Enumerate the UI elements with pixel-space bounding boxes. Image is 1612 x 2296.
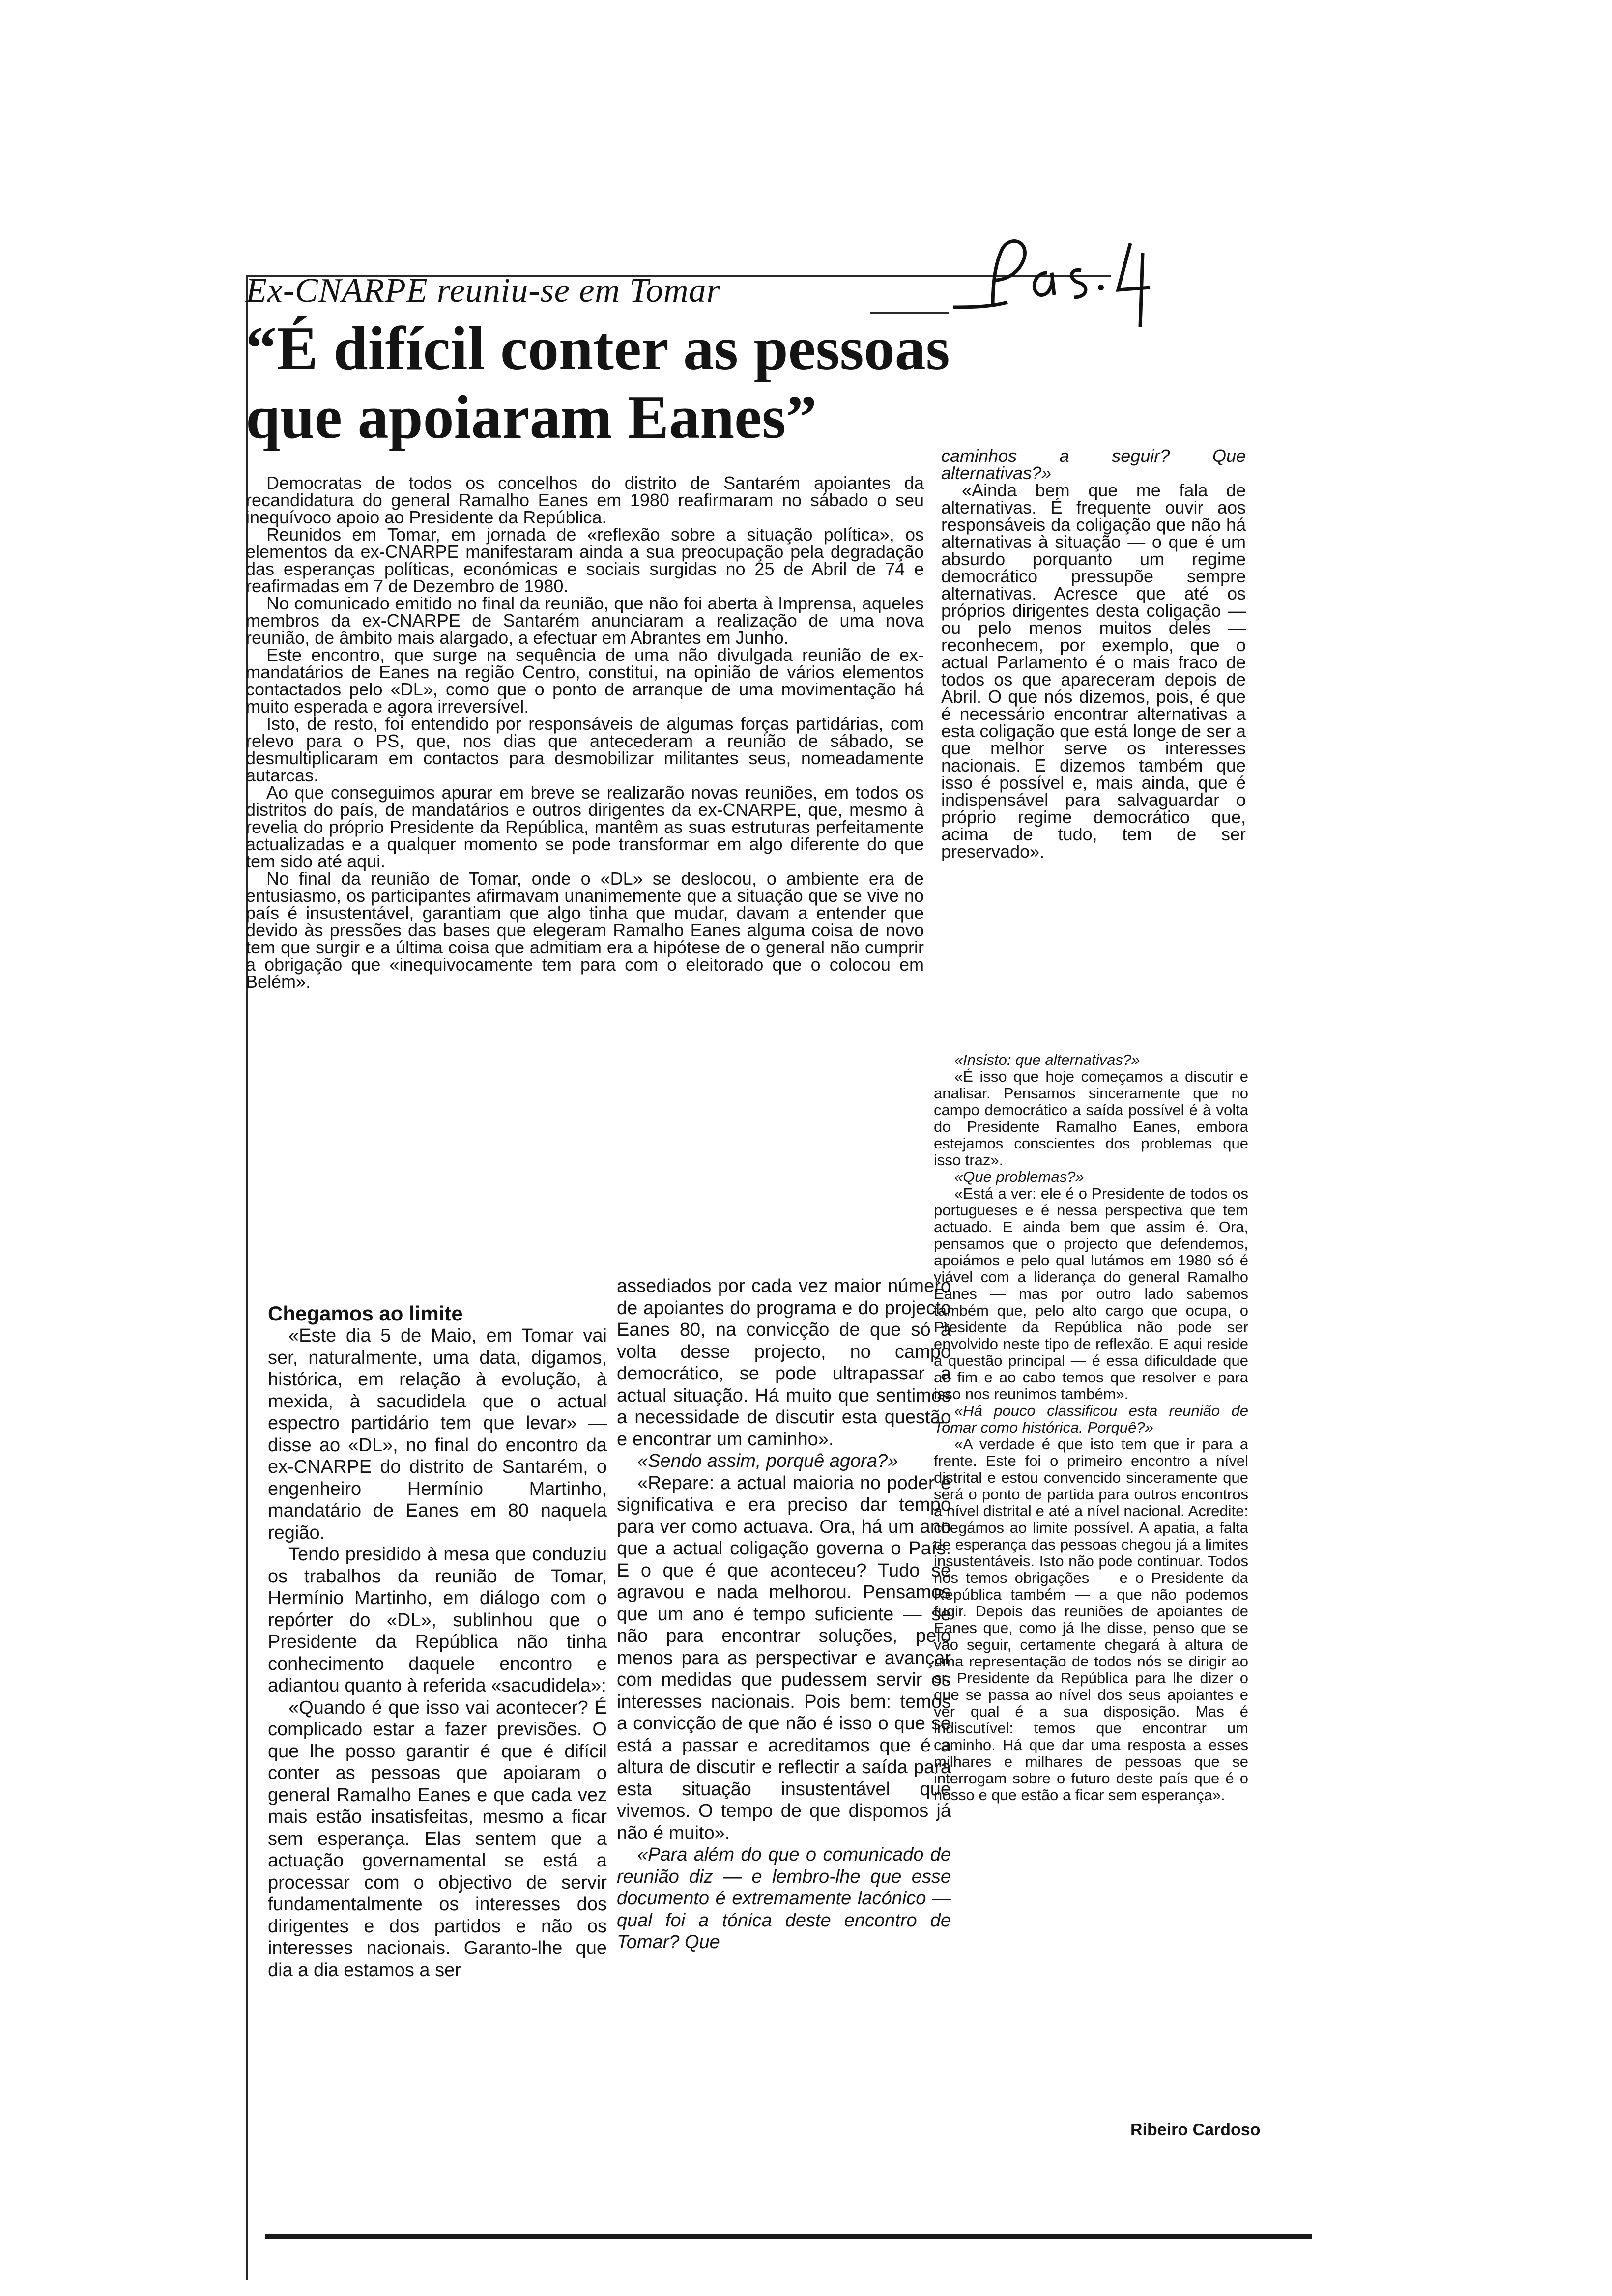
intro-paragraph: Ao que conseguimos apurar em breve se realizarão novas reuniões, em todos os distritos do país, de mandatários e outros dirigentes da ex-CNARPE, que, mesmo à revelia do próprio Presidente da República, mantêm as suas estruturas perfeitamente actualizadas e a qualquer momento se pode transformar em algo diferente do que tem sido até aqui.	[246, 782, 924, 871]
right-column-bottom	[934, 1052, 1248, 2182]
interview-question: «Para além do que o comunicado de reunião diz — e lembro-lhe que esse documento é extremamente lacónico — qual foi a tónica deste encontro de Tomar? Que	[617, 1844, 951, 1952]
interview-answer: «Repare: a actual maioria no poder é significativa e era preciso dar tempo para ver como actuava. Ora, há um ano que a actual coligação governa o País. E o que é que aconteceu? Tudo se agravou e nada melhorou. Pensamos que um ano é tempo suficiente — se não para encontrar soluções, pelo menos para as perspectivar e avançar com medidas que pudessem servir os interesses nacionais. Pois bem: temos a convicção de que não é isso o que se está a passar e acreditamos que é a altura de discutir e reflectir a saída para esta situação insustentável que vivemos. O tempo de que dispomos já não é muito».	[617, 1472, 951, 1843]
interview-answer: «Ainda bem que me fala de alternativas. É frequente ouvir aos responsáveis da coligação que não há alternativas à situação — o que é um absurdo porquanto um regime democrático pressupõe sempre alternativas. Acresce que até os próprios dirigentes desta coligação — ou pelo menos muitos deles — reconhecem, por exemplo, que o actual Parlamento é o mais fraco de todos os que apareceram depois de Abril. O que nós dizemos, pois, é que é necessário encontrar alternativas a esta coligação que está longe de ser a que melhor serve os interesses nacionais. E dizemos também que isso é possível e, mais ainda, que é indispensável para salvaguardar o próprio regime democrático que, acima de tudo, tem de ser preservado».	[941, 480, 1246, 861]
intro-paragraph: Reunidos em Tomar, em jornada de «reflexão sobre a situação política», os elementos da ex-CNARPE manifestaram ainda a sua preocupação pela degradação das esperanças políticas, económicas e sociais surgidas no 25 de Abril de 74 e reafirmadas em 7 de Dezembro de 1980.	[246, 524, 924, 596]
lower-left-column	[268, 1302, 607, 2226]
subhead: Chegamos ao limite	[268, 1302, 463, 1325]
interview-question: caminhos a seguir? Que alternativas?»	[941, 447, 1246, 483]
headline: “É difícil conter as pessoas que apoiaram Eanes”	[246, 315, 950, 452]
kicker-underline	[870, 312, 949, 314]
body-paragraph: «Este dia 5 de Maio, em Tomar vai ser, naturalmente, uma data, digamos, histórica, em relação à evolução, à mexida, à sacudidela que o actual espectro partidário tem que levar» — disse ao «DL», no final do encontro da ex-CNARPE do distrito de Santarém, o engenheiro Hermínio Martinho, mandatário de Eanes em 80 naquela região.	[268, 1325, 607, 1543]
intro-paragraph: No final da reunião de Tomar, onde o «DL» se deslocou, o ambiente era de entusiasmo, os participantes afirmavam unanimemente que a situação que se vive no país é insustentável, garantiam que algo tinha que mudar, davam a entender que devido às pressões das bases que elegeram Ramalho Eanes alguma coisa de novo tem que surgir e a última coisa que admitiam era a hipótese de o general não cumprir a obrigação que «inequivocamente tem para com o eleitorado que o colocou em Belém».	[246, 868, 924, 992]
interview-question: «Sendo assim, porquê agora?»	[637, 1451, 898, 1471]
kicker: Ex-CNARPE reuniu-se em Tomar	[246, 272, 720, 310]
intro-paragraph: No comunicado emitido no final da reunião, que não foi aberta à Imprensa, aqueles membros da ex-CNARPE de Santarém anunciaram a realização de uma nova reunião, de âmbito mais alargado, a efectuar em Abrantes em Junho.	[246, 593, 924, 648]
intro-column	[246, 474, 924, 1270]
interview-answer: «A verdade é que isto tem que ir para a frente. Este foi o primeiro encontro a nível distrital e estou convencido sinceramente que será o ponto de partida para outros encontros a nível distrital e até a nível nacional. Acredite: chegámos ao limite possível. A apatia, a falta de esperança das pessoas chegou já a limites insustentáveis. Isto não pode continuar. Todos nós temos obrigações — e o Presidente da República também — a que não podemos fugir. Depois das reuniões de apoiantes de Eanes que, como já lhe disse, penso que se vão seguir, certamente chegará à altura de uma representação de todos nós se dirigir ao sr. Presidente da República para lhe dizer o que se passa ao nível dos seus apoiantes e ver qual é a sua disposição. Mas é indiscutível: temos que encontrar um caminho. Há que dar uma resposta a esses milhares e milhares de pessoas que se interrogam sobre o futuro deste país que é o nosso e que estão a ficar sem esperança».	[934, 1435, 1248, 1804]
author-signature: Ribeiro Cardoso	[1130, 2121, 1261, 2139]
interview-question: «Que problemas?»	[954, 1168, 1084, 1185]
body-paragraph: «Quando é que isso vai acontecer? É complicado estar a fazer previsões. O que lhe posso garantir é que é difícil conter as pessoas que apoiaram o general Ramalho Eanes e que cada vez mais estão insatisfeitas, mesmo a ficar sem esperança. Elas sentem que a actuação governamental se está a processar com o objectivo de servir fundamentalmente os interesses dos dirigentes e dos partidos e não os interesses nacionais. Garanto-lhe que dia a dia estamos a ser	[268, 1697, 607, 1980]
intro-paragraph: Isto, de resto, foi entendido por responsáveis de algumas forças partidárias, com relevo para o PS, que, nos dias que antecederam a reunião de sábado, se desmultiplicaram em contactos para desmobilizar militantes seus, nomeadamente autarcas.	[246, 714, 924, 785]
body-paragraph: assediados por cada vez maior número de apoiantes do programa e do projecto Eanes 80, na convicção de que só à volta desse projecto, no campo democrático, se pode ultrapassar a actual situação. Há muito que sentimos a necessidade de discutir esta questão e encontrar um caminho».	[617, 1276, 951, 1450]
interview-answer: «Está a ver: ele é o Presidente de todos os portugueses e é nessa perspectiva que tem actuado. E ainda bem que assim é. Ora, pensamos que o projecto que defendemos, apoiámos e pelo qual lutámos em 1980 só é viável com a liderança do general Ramalho Eanes — mas por outro lado sabemos também que, pelo alto cargo que ocupa, o Presidente da República não pode ser envolvido neste tipo de reflexão. E aqui reside a questão principal — é essa dificuldade que ao fim e ao cabo temos que resolver e para isso nos reunimos também».	[934, 1185, 1248, 1403]
body-paragraph: Tendo presidido à mesa que conduziu os trabalhos da reunião de Tomar, Hermínio Martinho, em diálogo com o repórter do «DL», sublinhou que o Presidente da República não tinha conhecimento daquele encontro e adiantou quanto à referida «sacudidela»:	[268, 1544, 607, 1696]
interview-question: «Há pouco classificou esta reunião de Tomar como histórica. Porquê?»	[934, 1402, 1248, 1436]
intro-paragraph: Democratas de todos os concelhos do distrito de Santarém apoiantes da recandidatura do general Ramalho Eanes em 1980 reafirmaram no sábado o seu inequívoco apoio ao Presidente da República.	[246, 474, 924, 527]
intro-paragraph: Este encontro, que surge na sequência de uma não divulgada reunião de ex-mandatários de Eanes na região Centro, constitui, na opinião de vários elementos contactados pelo «DL», como que o ponto de arranque de uma movimentação há muito esperada e agora irreversível.	[246, 645, 924, 717]
right-column-top	[941, 447, 1246, 1052]
interview-answer: «É isso que hoje começamos a discutir e analisar. Pensamos sinceramente que no campo democrático a saída possível é à volta do Presidente Ramalho Eanes, embora estejamos conscientes dos problemas que isso traz».	[934, 1068, 1248, 1169]
lower-middle-column	[617, 1275, 951, 2219]
interview-question: «Insisto: que alternativas?»	[954, 1052, 1140, 1068]
clipping-border-bottom	[265, 2234, 1312, 2239]
